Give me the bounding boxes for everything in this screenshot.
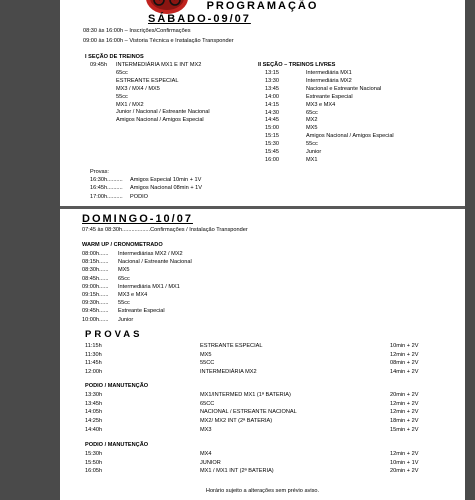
row-category: PODIO [130,193,149,200]
row-time: 11:45h [85,360,102,367]
sunday-title: DOMINGO-10/07 [82,213,193,225]
row-category: Nacional e Estreante Nacional [306,85,382,92]
row-time: 09:00h...... [82,283,109,290]
row-category: MX3 [200,426,212,433]
row-duration: 10min + 1V [390,459,419,466]
row-category: ESTREANTE ESPECIAL [200,343,263,349]
row-category: Intermediária MX1 / MX1 [118,283,180,290]
row-category: MX1/INTERMED MX1 (1ª BATERIA) [200,392,291,398]
row-time: 08:00h...... [82,251,109,257]
row-category: MX2 [306,117,318,124]
row-time: 08:45h...... [82,275,109,282]
row-category: MX3 / MX4 / MX5 [116,85,160,92]
row-duration: 10min + 2V [390,343,419,349]
row-time: 14:05h [85,409,103,416]
sunday-intro: 07:45 às 08:30h..................Confirmações / Instalação Transponder [82,227,248,233]
row-category: MX3 e MX4 [306,101,336,108]
row-category: Amigos Especial 10min + 1V [130,177,202,183]
row-duration: 12min + 2V [390,451,419,457]
row-category: MX1 / MX1 INT (2ª BATERIA) [200,468,274,475]
row-category: Amigos Nacional / Amigos Especial [306,133,394,140]
row-time: 16:05h [85,468,103,475]
row-category: MX1 / MX2 [116,101,144,108]
section-divider [60,206,465,209]
row-category: 55cc [118,300,130,307]
row-category: Junior [118,316,134,323]
row-category: INTERMEDIÁRIA MX2 [200,369,257,376]
provas-sat-title: Provas: [90,169,109,175]
row-duration: 20min + 2V [390,468,419,475]
row-time: 09:15h...... [82,292,109,298]
row-time: 13:15 [265,70,279,76]
saturday-intro-1: 08:30 às 16:00h – Inscrições/Confirmações [83,28,191,34]
row-time: 09:45h [90,62,108,68]
row-duration: 18min + 2V [390,418,419,425]
row-category: Intermediárias MX2 / MX2 [118,251,183,257]
row-category: MX4 [200,451,212,457]
row-category: Intermediária MX2 [306,77,352,84]
row-time: 14:15 [265,101,279,108]
row-time: 14:30 [265,109,279,116]
podio1: PODIO / MANUTENÇÃO [85,383,149,389]
row-category: 55CC [200,360,215,367]
row-time: 08:15h...... [82,259,109,266]
row-time: 15:30 [265,141,279,148]
saturday-title: SÁBADO-09/07 [148,13,251,25]
row-time: 14:25h [85,418,103,425]
row-duration: 12min + 2V [390,400,419,407]
row-duration: 12min + 2V [390,351,419,358]
row-time: 14:45 [265,117,279,124]
row-category: 65cc [118,275,130,282]
row-category: MX2/ MX2 INT (2ª BATERIA) [200,418,273,425]
row-time: 16:45h.......... [90,185,123,192]
row-category: 55cc [116,93,128,100]
row-time: 09:30h...... [82,300,109,307]
row-time: 13:45 [265,85,279,92]
row-category: 65cc [116,69,128,76]
row-time: 12:00h [85,369,103,376]
row-category: INTERMEDIÁRIA MX1 E INT MX2 [116,62,202,68]
provas-title: PROVAS [85,329,143,340]
row-time: 16:00 [265,156,279,163]
row-duration: 14min + 2V [390,369,419,376]
row-time: 17:00h.......... [90,193,123,200]
row-time: 11:30h [85,351,102,358]
row-time: 13:30 [265,77,279,84]
row-time: 10:00h...... [82,316,109,323]
row-time: 15:00 [265,125,279,132]
row-category: MX5 [200,351,212,358]
row-category: 65CC [200,400,215,407]
sessao1-title: I SEÇÃO DE TREINOS [85,54,144,60]
row-time: 13:30h [85,392,103,398]
row-category: MX1 [306,156,318,163]
row-duration: 20min + 2V [390,392,419,398]
row-time: 14:40h [85,426,103,433]
row-time: 14:00 [265,93,279,100]
row-time: 15:45 [265,149,279,155]
row-category: JUNIOR [200,459,221,466]
row-duration: 08min + 2V [390,360,419,367]
row-duration: 15min + 2V [390,426,419,433]
row-time: 15:15 [265,133,279,140]
row-category: Estreante Especial [306,93,353,100]
row-category: Amigos Nacional / Amigos Especial [116,117,204,124]
row-time: 15:30h [85,451,103,457]
row-time: 09:45h...... [82,308,109,315]
row-category: Amigos Nacional 08min + 1V [130,185,202,192]
row-time: 08:30h...... [82,267,109,274]
footer-note: Horário sujeito a alterações sem prévio aviso. [205,488,320,494]
row-category: MX5 [306,125,318,132]
row-time: 11:15h [85,343,102,349]
row-category: Junior [306,149,322,155]
row-duration: 12min + 2V [390,409,419,416]
row-category: Intermediária MX1 [306,70,352,76]
warmup-title: WARM UP / CRONOMETRADO [82,242,163,248]
document-page [60,0,465,500]
row-category: 55cc [306,141,318,148]
row-category: MX5 [118,267,130,274]
podio2: PODIO / MANUTENÇÃO [85,442,149,448]
row-category: MX3 e MX4 [118,292,148,298]
row-category: Junior / Nacional / Estreante Nacional [116,109,210,116]
row-time: 15:50h [85,459,103,466]
page-title: PROGRAMAÇÃO [206,0,319,12]
row-category: Nacional / Estreante Nacional [118,259,192,266]
sessao2-title: II SEÇÃO – TREINOS LIVRES [258,62,336,68]
row-category: NACIONAL / ESTREANTE NACIONAL [200,409,297,416]
saturday-intro-2: 09:00 às 16:00h – Vistoria Técnica e Instalação Transponder [83,38,234,44]
row-time: 16:30h.......... [90,177,123,183]
row-time: 13:45h [85,400,103,407]
row-category: ESTREANTE ESPECIAL [116,77,179,84]
row-category: Estreante Especial [118,308,165,315]
row-category: 65cc [306,109,318,116]
